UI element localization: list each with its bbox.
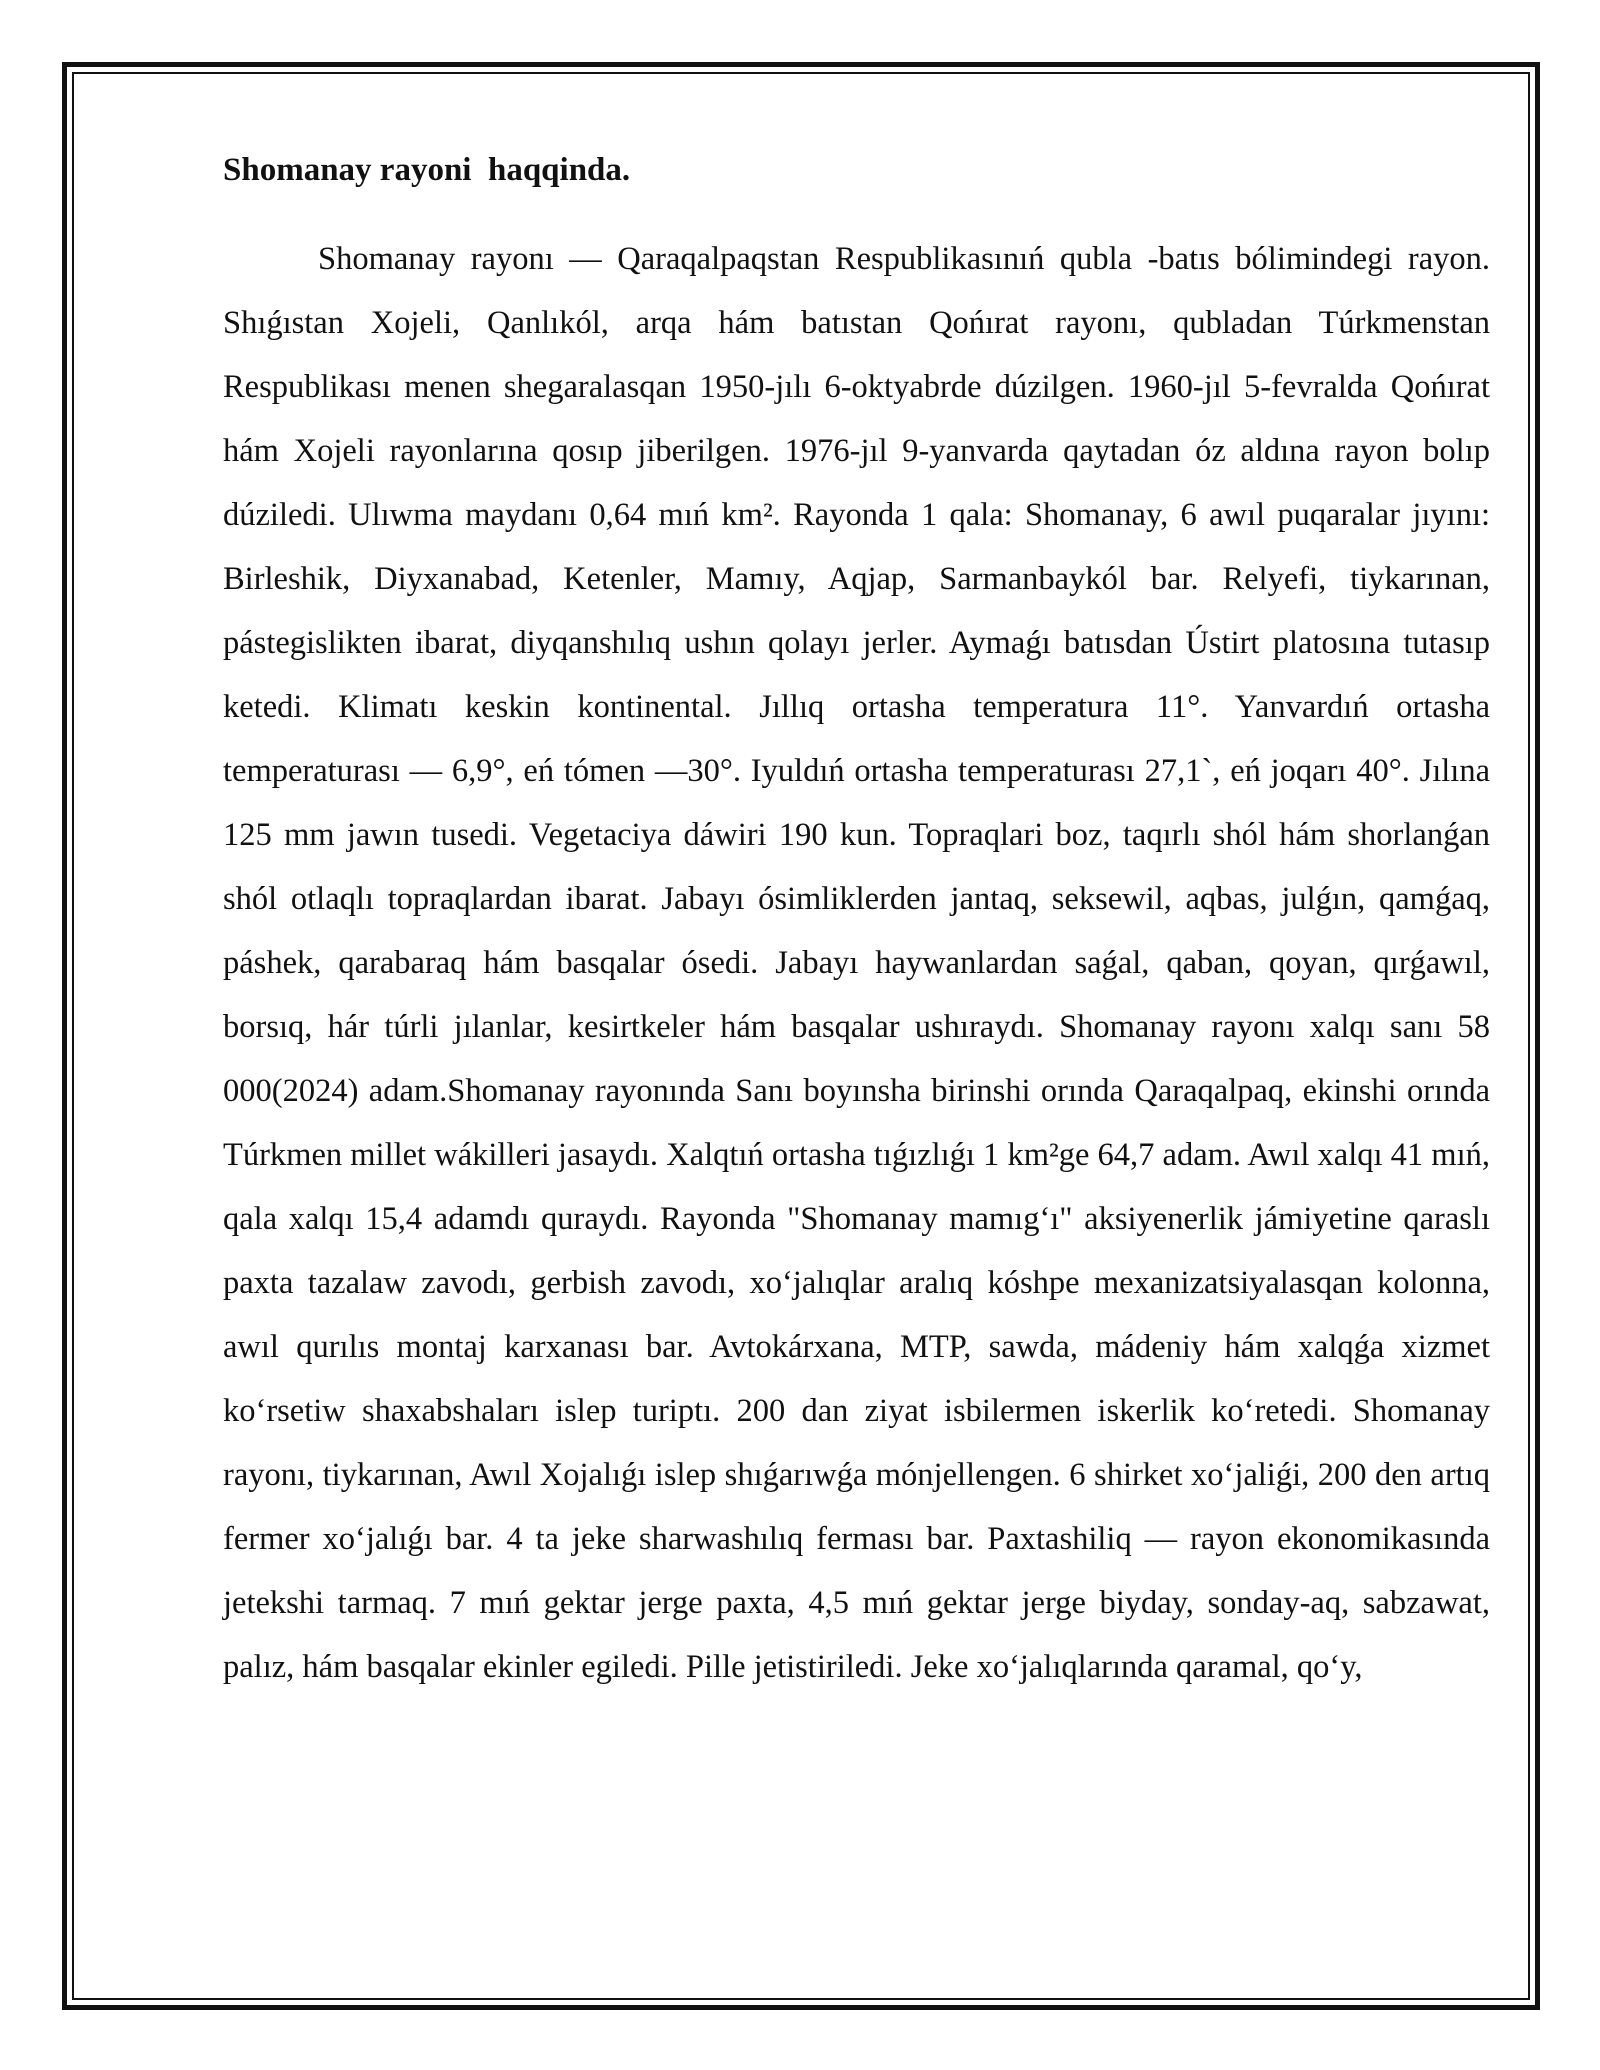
document-content <box>223 150 1490 1699</box>
document-title: Shomanay rayoni haqqinda. <box>223 152 631 188</box>
document-body-paragraph: Shomanay rayonı — Qaraqalpaqstan Respublikasınıń qubla -batıs bólimindegi rayon. Shıǵıstan Xojeli, Qanlıkól, arqa hám batıstan Qońırat rayonı, qubladan Túrkmenstan Respublikası menen shegaralasqan 1950-jılı 6-oktyabrde dúzilgen. 1960-jıl 5-fevralda Qońırat hám Xojeli rayonlarına qosıp jiberilgen. 1976-jıl 9-yanvarda qaytadan óz aldına rayon bolıp dúziledi. Ulıwma maydanı 0,64 mıń km². Rayonda 1 qala: Shomanay, 6 awıl puqaralar jıyını: Birleshik, Diyxanabad, Ketenler, Mamıy, Aqjap, Sarmanbaykól bar. Relyefi, tiykarınan, pástegislikten ibarat, diyqanshılıq ushın qolayı jerler. Aymaǵı batısdan Ústirt platosına tutasıp ketedi. Klimatı keskin kontinental. Jıllıq ortasha temperatura 11°. Yanvardıń ortasha temperaturası — 6,9°, eń tómen —30°. Iyuldıń ortasha temperaturası 27,1`, eń joqarı 40°. Jılına 125 mm jawın tusedi. Vegetaciya dáwiri 190 kun. Topraqlari boz, taqırlı shól hám shorlanǵan shól otlaqlı topraqlardan ibarat. Jabayı ósimliklerden jantaq, seksewil, aqbas, julǵın, qamǵaq, páshek, qarabaraq hám basqalar ósedi. Jabayı haywanlardan saǵal, qaban, qoyan, qırǵawıl, borsıq, hár túrli jılanlar, kesirtkeler hám basqalar ushıraydı. Shomanay rayonı xalqı sanı 58 000(2024) adam.Shomanay rayonında Sanı boyınsha birinshi orında Qaraqalpaq, ekinshi orında Túrkmen millet wákilleri jasaydı. Xalqtıń ortasha tıǵızlıǵı 1 km²ge 64,7 adam. Awıl xalqı 41 mıń, qala xalqı 15,4 adamdı quraydı. Rayonda "Shomanay mamıg‘ı" aksiyenerlik jámiyetine qaraslı paxta tazalaw zavodı, gerbish zavodı, xo‘jalıqlar aralıq kóshpe mexanizatsiyalasqan kolonna, awıl qurılıs montaj karxanası bar. Avtokárxana, MTP, sawda, mádeniy hám xalqǵa xizmet ko‘rsetiw shaxabshaları islep turiptı. 200 dan ziyat isbilermen iskerlik ko‘retedi. Shomanay rayonı, tiykarınan, Awıl Xojalıǵı islep shıǵarıwǵa mónjellengen. 6 shirket xo‘jaliǵi, 200 den artıq fermer xo‘jalıǵı bar. 4 ta jeke sharwashılıq ferması bar. Paxtashiliq — rayon ekonomikasında jetekshi tarmaq. 7 mıń gektar jerge paxta, 4,5 mıń gektar jerge biyday, sonday-aq, sabzawat, palız, hám basqalar ekinler egiledi. Pille jetistiriledi. Jeke xo‘jalıqlarında qaramal, qo‘y, <box>223 241 1490 1685</box>
